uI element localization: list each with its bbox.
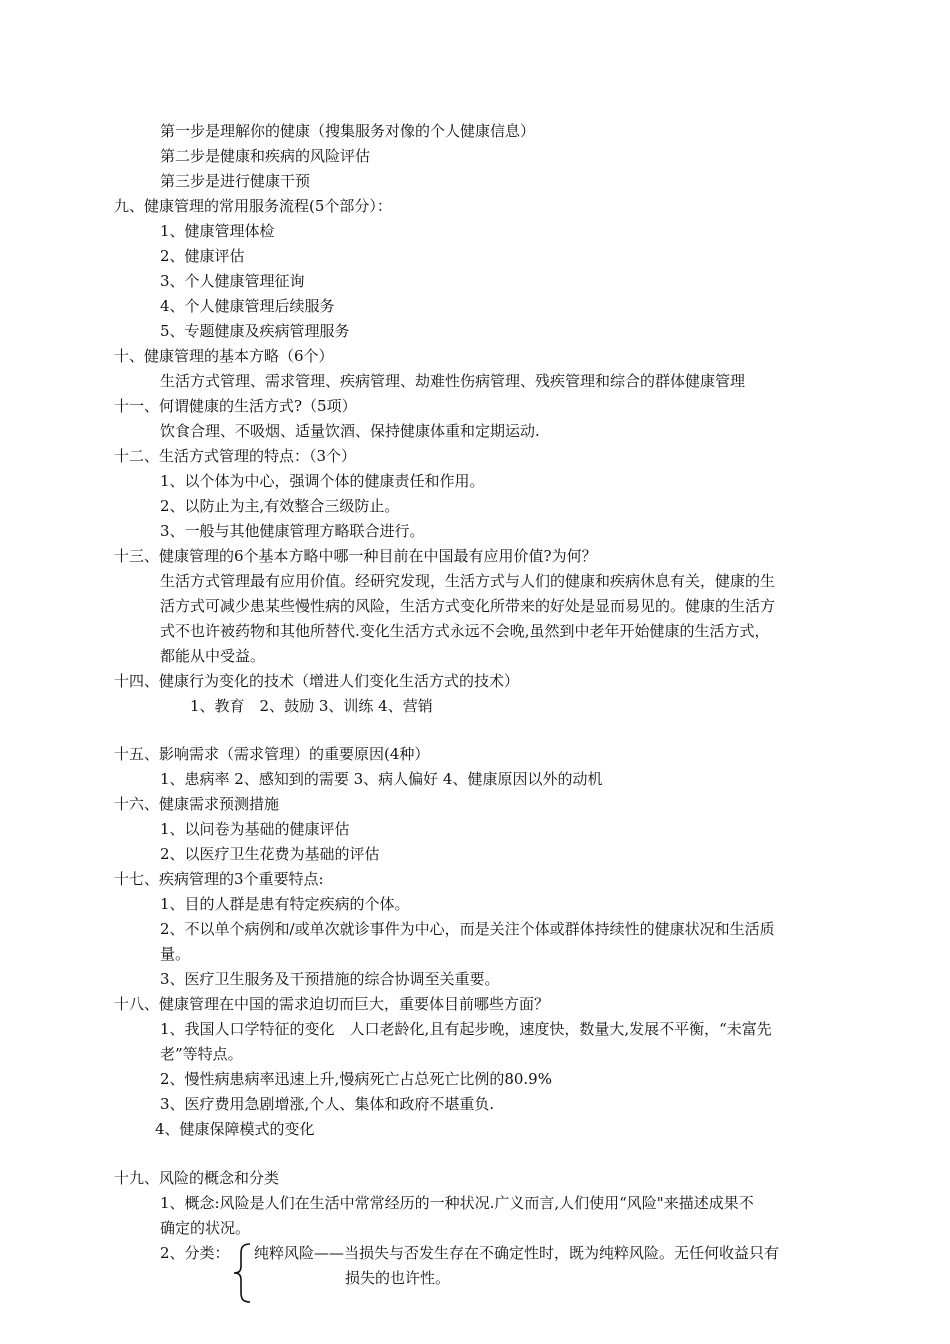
section-17-heading: 十七、疾病管理的3个重要特点:: [114, 870, 324, 888]
section-10-body: 生活方式管理、需求管理、疾病管理、劫难性伤病管理、残疾管理和综合的群体健康管理: [160, 372, 746, 390]
section-18-item-1-line-2: 老”等特点。: [160, 1045, 243, 1063]
section-19-concept-line-1: 1、概念:风险是人们在生活中常常经历的一种状况.广义而言,人们使用“风险"来描述成果不: [160, 1194, 754, 1212]
section-9-item-3: 3、个人健康管理征询: [160, 272, 305, 290]
section-13-heading: 十三、健康管理的6个基本方略中哪一种目前在中国最有应用价值?为何？: [114, 547, 597, 565]
section-19-heading: 十九、风险的概念和分类: [114, 1169, 280, 1187]
pure-risk-line-1: 纯粹风险——当损失与否发生存在不确定性时，既为纯粹风险。无任何收益只有: [254, 1244, 780, 1262]
section-19-concept-line-2: 确定的状况。: [160, 1219, 251, 1237]
step-3-line: 第三步是进行健康干预: [160, 172, 311, 190]
section-9-item-1: 1、健康管理体检: [160, 222, 275, 240]
step-2-line: 第二步是健康和疾病的风险评估: [160, 147, 371, 165]
section-17-item-2-line-1: 2、不以单个病例和/或单次就诊事件为中心，而是关注个体或群体持续性的健康状况和生活质: [160, 920, 775, 938]
section-18-heading: 十八、健康管理在中国的需求迫切而巨大，重要体目前哪些方面？: [114, 995, 550, 1013]
section-17-item-1: 1、目的人群是患有特定疾病的个体。: [160, 895, 410, 913]
section-13-body-line-1: 生活方式管理最有应用价值。经研究发现，生活方式与人们的健康和疾病休息有关，健康的生: [160, 572, 776, 590]
section-9-item-5: 5、专题健康及疾病管理服务: [160, 322, 350, 340]
section-18-item-4: 4、健康保障模式的变化: [155, 1120, 315, 1138]
section-13-body-line-2: 活方式可减少患某些慢性病的风险，生活方式变化所带来的好处是显而易见的。健康的生活方: [160, 597, 776, 615]
section-12-item-2: 2、以防止为主,有效整合三级防止。: [160, 497, 400, 515]
section-15-items: 1、患病率 2、感知到的需要 3、病人偏好 4、健康原因以外的动机: [160, 770, 603, 788]
section-13-body-line-3: 式不也许被药物和其他所替代.变化生活方式永远不会晚,虽然到中老年开始健康的生活方式，: [160, 622, 770, 640]
section-9-heading: 九、健康管理的常用服务流程(5个部分）：: [114, 197, 392, 215]
section-17-item-2-line-2: 量。: [160, 945, 191, 963]
section-16-heading: 十六、健康需求预测措施: [114, 795, 280, 813]
section-12-item-3: 3、一般与其他健康管理方略联合进行。: [160, 522, 425, 540]
section-16-item-2: 2、以医疗卫生花费为基础的评估: [160, 845, 380, 863]
section-10-heading: 十、健康管理的基本方略（6个）: [114, 347, 334, 365]
section-12-heading: 十二、生活方式管理的特点：（3个）: [114, 447, 357, 465]
section-17-item-3: 3、医疗卫生服务及干预措施的综合协调至关重要。: [160, 970, 500, 988]
section-9-item-2: 2、健康评估: [160, 247, 245, 265]
pure-risk-line-2: 损失的也许性。: [345, 1269, 451, 1287]
section-15-heading: 十五、影响需求（需求管理）的重要原因(4种）: [114, 745, 430, 763]
section-11-heading: 十一、何谓健康的生活方式?（5项）: [114, 397, 357, 415]
section-16-item-1: 1、以问卷为基础的健康评估: [160, 820, 350, 838]
section-9-item-4: 4、个人健康管理后续服务: [160, 297, 335, 315]
step-1-line: 第一步是理解你的健康（搜集服务对像的个人健康信息）: [160, 122, 536, 140]
section-12-item-1: 1、以个体为中心，强调个体的健康责任和作用。: [160, 472, 485, 490]
section-14-items: 1、教育 2、鼓励 3、训练 4、营销: [190, 697, 433, 715]
section-18-item-3: 3、医疗费用急剧增涨,个人、集体和政府不堪重负.: [160, 1095, 495, 1113]
section-18-item-2: 2、慢性病患病率迅速上升,慢病死亡占总死亡比例的80.9%: [160, 1070, 552, 1088]
section-19-classification-label: 2、分类：: [160, 1244, 230, 1262]
section-11-body: 饮食合理、不吸烟、适量饮酒、保持健康体重和定期运动.: [160, 422, 540, 440]
section-14-heading: 十四、健康行为变化的技术（增进人们变化生活方式的技术）: [114, 672, 520, 690]
section-13-body-line-4: 都能从中受益。: [160, 647, 266, 665]
section-18-item-1-line-1: 1、我国人口学特征的变化 人口老龄化,且有起步晚，速度快，数量大,发展不平衡，“未富先: [160, 1020, 772, 1038]
